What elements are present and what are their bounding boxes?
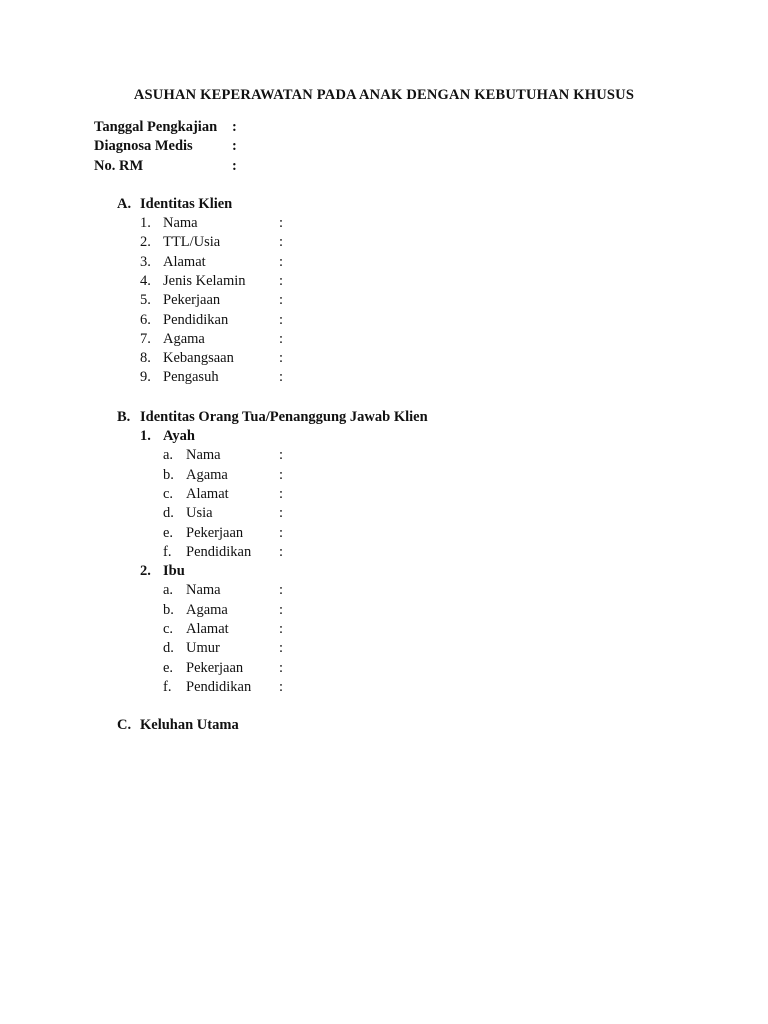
item-letter: f. xyxy=(163,679,172,695)
item-label: Agama xyxy=(163,331,205,347)
item-label: Pekerjaan xyxy=(186,525,244,541)
item-label: Umur xyxy=(186,640,220,656)
item-colon: : xyxy=(279,582,284,598)
group-heading-text: Ibu xyxy=(163,563,185,579)
item-colon: : xyxy=(279,660,284,676)
section-heading-text: Identitas Orang Tua/Penanggung Jawab Klien xyxy=(140,409,428,425)
document-title: ASUHAN KEPERAWATAN PADA ANAK DENGAN KEBUTUHAN KHUSUS xyxy=(133,87,635,103)
item-number: 5. xyxy=(140,292,151,308)
item-label: Pengasuh xyxy=(163,369,219,385)
item-label: Usia xyxy=(186,505,213,521)
item-label: Pendidikan xyxy=(186,544,252,560)
parent-identity-row xyxy=(163,639,284,658)
header-field-label: Diagnosa Medis xyxy=(94,138,193,154)
item-colon: : xyxy=(279,602,284,618)
section-heading-text: Keluhan Utama xyxy=(140,717,239,733)
item-colon: : xyxy=(279,621,284,637)
header-field-tanggal xyxy=(94,118,237,137)
item-number: 4. xyxy=(140,273,151,289)
client-identity-row xyxy=(140,291,284,310)
item-letter: c. xyxy=(163,486,174,502)
item-colon: : xyxy=(279,525,284,541)
parent-identity-row xyxy=(163,678,284,697)
item-colon: : xyxy=(279,350,284,366)
item-label: Agama xyxy=(186,602,228,618)
parent-identity-row xyxy=(163,601,284,620)
client-identity-row xyxy=(140,233,284,252)
item-colon: : xyxy=(279,369,284,385)
parent-group-heading xyxy=(140,562,185,581)
item-label: Jenis Kelamin xyxy=(163,273,246,289)
item-number: 8. xyxy=(140,350,151,366)
item-letter: b. xyxy=(163,467,174,483)
item-letter: e. xyxy=(163,525,174,541)
group-heading-text: Ayah xyxy=(163,428,195,444)
item-letter: a. xyxy=(163,447,174,463)
item-colon: : xyxy=(279,331,284,347)
item-number: 7. xyxy=(140,331,151,347)
header-field-diagnosa xyxy=(94,137,237,156)
item-label: Pekerjaan xyxy=(186,660,244,676)
parent-identity-row xyxy=(163,659,284,678)
client-identity-row xyxy=(140,311,284,330)
item-letter: b. xyxy=(163,602,174,618)
section-marker: B. xyxy=(117,409,131,425)
item-colon: : xyxy=(279,486,284,502)
item-colon: : xyxy=(279,505,284,521)
section-marker: C. xyxy=(117,717,132,733)
client-identity-row xyxy=(140,349,284,368)
section-b-heading xyxy=(117,408,428,427)
item-number: 6. xyxy=(140,312,151,328)
group-number: 2. xyxy=(140,563,151,579)
item-label: Alamat xyxy=(186,621,229,637)
item-number: 2. xyxy=(140,234,151,250)
header-field-colon: : xyxy=(232,158,237,174)
group-number: 1. xyxy=(140,428,151,444)
client-identity-row xyxy=(140,368,284,387)
header-field-colon: : xyxy=(232,138,237,154)
header-field-label: Tanggal Pengkajian xyxy=(94,119,218,135)
parent-group-heading xyxy=(140,427,195,446)
item-label: Pendidikan xyxy=(186,679,252,695)
item-label: Nama xyxy=(186,582,221,598)
item-colon: : xyxy=(279,447,284,463)
client-identity-row xyxy=(140,330,284,349)
item-colon: : xyxy=(279,254,284,270)
item-letter: d. xyxy=(163,505,174,521)
item-number: 3. xyxy=(140,254,151,270)
item-colon: : xyxy=(279,640,284,656)
item-letter: c. xyxy=(163,621,174,637)
item-colon: : xyxy=(279,215,284,231)
item-colon: : xyxy=(279,273,284,289)
item-colon: : xyxy=(279,544,284,560)
client-identity-row xyxy=(140,272,284,291)
client-identity-row xyxy=(140,253,284,272)
item-letter: e. xyxy=(163,660,174,676)
item-label: Kebangsaan xyxy=(163,350,234,366)
item-label: Alamat xyxy=(186,486,229,502)
item-letter: a. xyxy=(163,582,174,598)
parent-identity-row xyxy=(163,581,284,600)
parent-identity-row xyxy=(163,504,284,523)
item-number: 1. xyxy=(140,215,151,231)
header-field-colon: : xyxy=(232,119,237,135)
item-label: Pekerjaan xyxy=(163,292,221,308)
section-heading-text: Identitas Klien xyxy=(140,196,233,212)
item-colon: : xyxy=(279,467,284,483)
section-c-heading xyxy=(117,716,239,735)
item-colon: : xyxy=(279,292,284,308)
parent-identity-row xyxy=(163,524,284,543)
item-label: Alamat xyxy=(163,254,206,270)
client-identity-row xyxy=(140,214,284,233)
header-field-label: No. RM xyxy=(94,158,144,174)
item-label: TTL/Usia xyxy=(163,234,221,250)
item-colon: : xyxy=(279,312,284,328)
header-field-no-rm xyxy=(94,157,237,176)
item-label: Nama xyxy=(163,215,198,231)
item-colon: : xyxy=(279,234,284,250)
parent-identity-row xyxy=(163,466,284,485)
item-colon: : xyxy=(279,679,284,695)
parent-identity-row xyxy=(163,446,284,465)
parent-identity-row xyxy=(163,543,284,562)
item-number: 9. xyxy=(140,369,151,385)
item-label: Pendidikan xyxy=(163,312,229,328)
item-letter: d. xyxy=(163,640,174,656)
section-marker: A. xyxy=(117,196,132,212)
item-letter: f. xyxy=(163,544,172,560)
parent-identity-row xyxy=(163,485,284,504)
parent-identity-row xyxy=(163,620,284,639)
item-label: Nama xyxy=(186,447,221,463)
item-label: Agama xyxy=(186,467,228,483)
section-a-heading xyxy=(117,195,233,214)
